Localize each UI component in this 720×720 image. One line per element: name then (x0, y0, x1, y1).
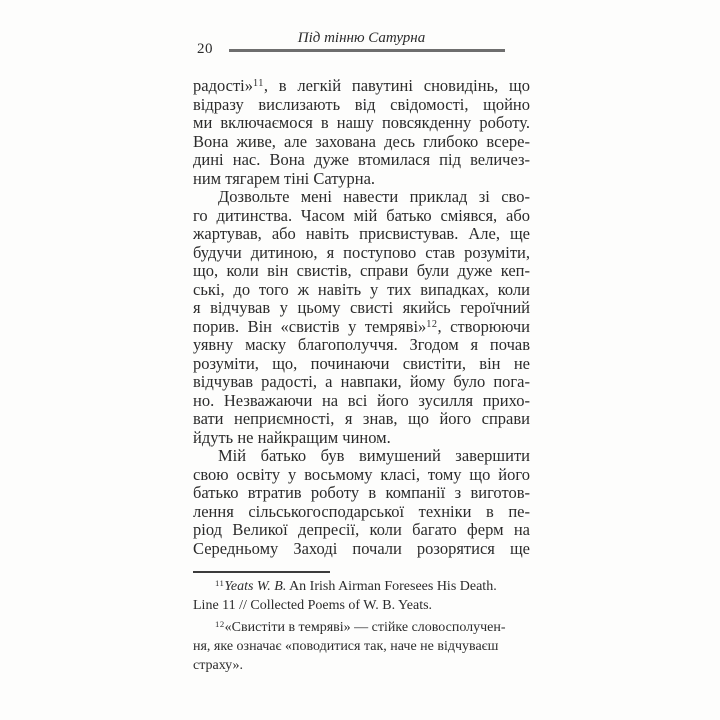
text-segment: Вона живе, але захована десь глибоко всере- (193, 131, 530, 151)
text-line (193, 170, 530, 189)
text-line (193, 133, 530, 152)
text-segment: An Irish Airman Foresees His Death. (286, 579, 497, 594)
text-segment: Мій батько був вимушений завершити (218, 446, 530, 465)
text-segment: вати неприємності, я знав, що його справи (193, 409, 530, 428)
text-line (193, 618, 530, 637)
text-segment: , створюючи (437, 316, 530, 336)
text-segment: , в легкій павутині сновидінь, що (263, 76, 530, 95)
body-text (193, 77, 530, 558)
text-line (193, 521, 530, 540)
footnotes (193, 577, 530, 675)
text-line (193, 77, 530, 96)
text-line (193, 656, 530, 675)
footnote-marker: 11 (215, 578, 225, 589)
text-segment: розуміти, що, починаючи свистіти, він не (193, 353, 530, 373)
footnote-separator-rule (193, 571, 330, 573)
text-segment: ми включаємося в нашу повсякденну роботу. (193, 113, 530, 132)
text-segment: жартував, або навіть присвистував. Але, ще (193, 224, 530, 243)
text-segment: Yeats W. B. (224, 579, 287, 594)
text-segment: Дозвольте мені навести приклад зі сво- (218, 187, 530, 206)
text-line (193, 207, 530, 226)
text-line (193, 503, 530, 522)
text-segment: го дитинства. Часом мій батько сміявся, або (193, 205, 530, 225)
text-line (193, 281, 530, 300)
footnote (193, 577, 530, 615)
running-title: Під тінню Сатурна (297, 30, 426, 46)
text-segment: уявну маску благополуччя. Згодом я почав (193, 335, 530, 354)
footnote-marker: 12 (426, 318, 438, 330)
text-line (193, 429, 530, 448)
text-line (193, 373, 530, 392)
footnote (193, 618, 530, 675)
text-line (193, 484, 530, 503)
text-segment: відразу вислизають від свідомості, щойно (193, 94, 530, 114)
text-segment: свою освіту у восьмому класі, тому що його (193, 464, 530, 484)
text-segment: йдуть не найкращим чином. (193, 427, 391, 447)
text-segment: я відчував у цьому свисті якийсь героїчний (193, 298, 530, 317)
text-line (193, 410, 530, 429)
text-segment: батько втратив роботу в компанії з виготов- (193, 483, 530, 502)
text-segment: ріод Великої депресії, коли багато ферм на (193, 520, 530, 539)
text-line (193, 637, 530, 656)
text-line (193, 114, 530, 133)
text-line (193, 577, 530, 596)
text-line (193, 596, 530, 615)
text-segment: порив. Він «свистів у темряві» (193, 316, 427, 336)
text-line (193, 355, 530, 374)
text-segment: страху». (193, 658, 244, 673)
header-rule (229, 49, 505, 52)
text-line (193, 318, 530, 337)
text-line (193, 392, 530, 411)
text-segment: но. Незважаючи на всі його зусилля прихо- (193, 390, 530, 410)
text-line (193, 336, 530, 355)
text-segment: що, коли він свистів, справи були дуже кеп- (193, 261, 530, 280)
text-line (193, 188, 530, 207)
text-segment: ські, до того ж навіть у тих випадках, коли (193, 279, 530, 299)
text-line (193, 262, 530, 281)
text-segment: «Свистіти в темряві» — стійке словосполучен- (224, 620, 506, 635)
footnote-marker: 11 (253, 78, 264, 90)
text-segment: Line 11 // Collected Poems of W. B. Yeats. (193, 598, 433, 613)
text-segment: ня, яке означає «поводитися так, наче не відчуваєш (193, 639, 499, 654)
text-line (193, 299, 530, 318)
text-segment: Середньому Заході почали розорятися ще (193, 538, 530, 558)
text-line (193, 151, 530, 170)
text-segment: будучи дитиною, я поступово став розуміти, (193, 242, 530, 262)
text-line (193, 466, 530, 485)
text-segment: радості» (193, 76, 253, 95)
text-segment: ним тягарем тіні Сатурна. (193, 168, 376, 188)
text-line (193, 225, 530, 244)
paragraph (193, 447, 530, 558)
text-line (193, 540, 530, 559)
text-line (193, 96, 530, 115)
text-line (193, 244, 530, 263)
text-segment: відчував радості, а навпаки, йому було пога- (193, 372, 530, 391)
text-segment: лення сільськогосподарської техніки в пе- (193, 501, 530, 521)
text-segment: дині нас. Вона дуже втомилася під величез- (193, 150, 530, 169)
footnote-marker: 12 (215, 619, 225, 630)
text-line (193, 447, 530, 466)
paragraph (193, 188, 530, 447)
page-number: 20 (197, 41, 213, 57)
paragraph (193, 77, 530, 188)
